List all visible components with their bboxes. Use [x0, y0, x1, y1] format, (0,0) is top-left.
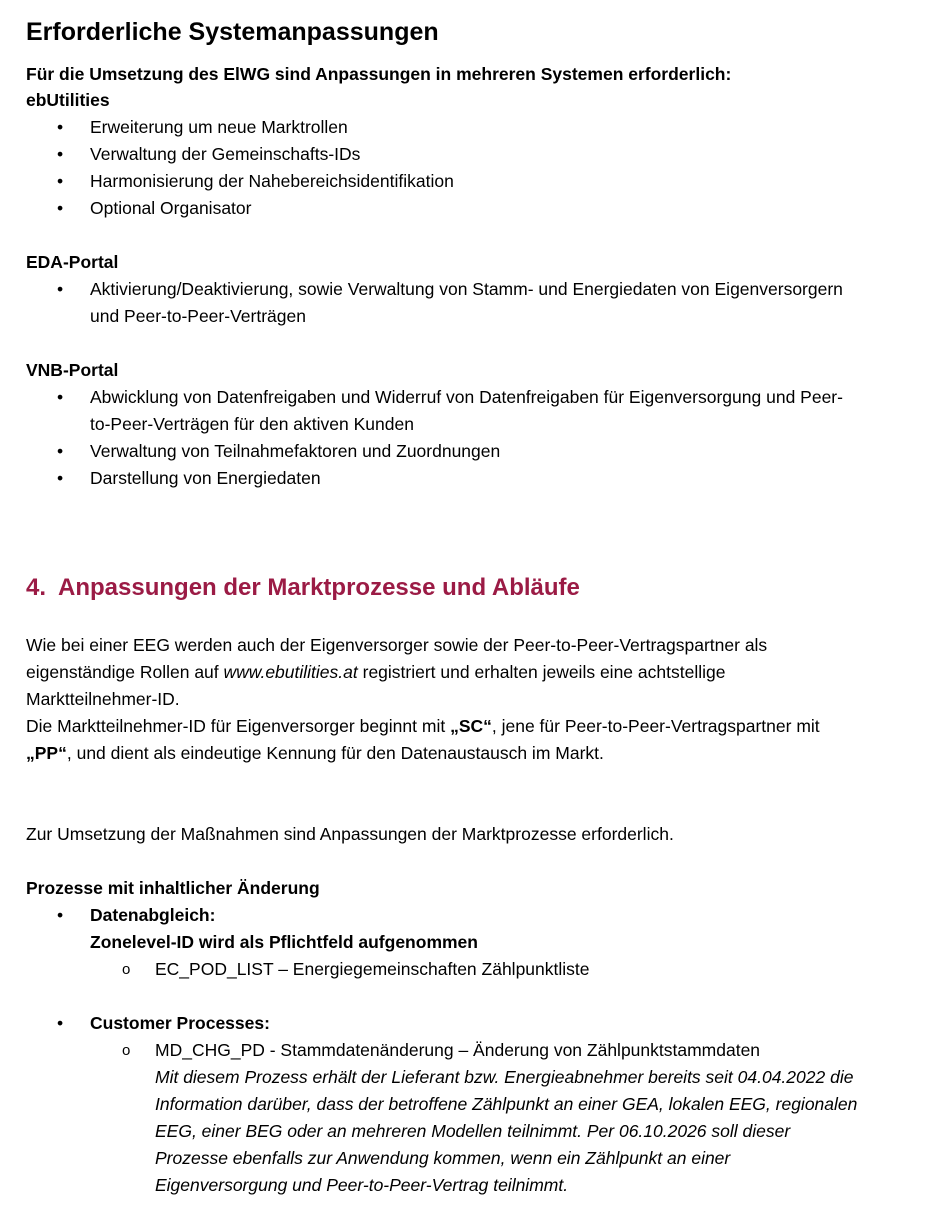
paragraph-text: , jene für Peer-to-Peer-Vertragspartner mit: [491, 716, 820, 736]
ebutilities-link[interactable]: www.ebutilities.at: [223, 662, 358, 682]
datenabgleich-label: Datenabgleich:: [90, 905, 216, 925]
paragraph-line: Wie bei einer EEG werden auch der Eigenversorger sowie der Peer-to-Peer-Vertragspartner als: [26, 635, 768, 655]
paragraph-text: Die Marktteilnehmer-ID für Eigenversorger beginnt mit: [26, 716, 451, 736]
bullet-marker: [57, 438, 63, 465]
paragraph-text: registriert und erhalten jeweils eine achtstellige: [357, 662, 726, 682]
eda-item-line: und Peer-to-Peer-Verträgen: [90, 306, 306, 326]
customer-processes-sub: MD_CHG_PD - Stammdatenänderung – Änderung von Zählpunktstammdaten: [155, 1040, 761, 1060]
chapter-number: 4.: [26, 574, 47, 601]
description-line: Information darüber, dass der betroffene Zählpunkt an einer GEA, lokalen EEG, regionalen: [155, 1094, 858, 1114]
paragraph-line: [26, 713, 820, 740]
bullet-marker: [57, 465, 63, 492]
pp-code: „PP“: [26, 743, 67, 763]
eda-heading: EDA-Portal: [26, 252, 119, 272]
description-line: EEG, einer BEG oder an mehreren Modellen teilnimmt. Per 06.10.2026 soll dieser: [155, 1121, 791, 1141]
ebutilities-item: Verwaltung der Gemeinschafts-IDs: [90, 144, 361, 164]
ebutilities-heading: ebUtilities: [26, 90, 110, 110]
vnb-item-line: to-Peer-Verträgen für den aktiven Kunden: [90, 414, 414, 434]
paragraph-text: eigenständige Rollen auf: [26, 662, 224, 682]
paragraph-line: Marktteilnehmer-ID.: [26, 689, 180, 709]
bullet-marker: [57, 276, 63, 303]
processes-heading: Prozesse mit inhaltlicher Änderung: [26, 878, 320, 898]
paragraph-line: [26, 740, 604, 767]
chapter-heading: [26, 574, 580, 602]
description-line: Eigenversorgung und Peer-to-Peer-Vertrag teilnimmt.: [155, 1175, 569, 1195]
ebutilities-item: Optional Organisator: [90, 198, 252, 218]
datenabgleich-sub: EC_POD_LIST – Energiegemeinschaften Zählpunktliste: [155, 959, 590, 979]
bullet-marker: [57, 195, 63, 222]
vnb-item: Verwaltung von Teilnahmefaktoren und Zuordnungen: [90, 441, 501, 461]
intro-text: Für die Umsetzung des ElWG sind Anpassungen in mehreren Systemen erforderlich:: [26, 64, 732, 84]
vnb-item-line: Abwicklung von Datenfreigaben und Widerruf von Datenfreigaben für Eigenversorgung und Peer-: [90, 387, 843, 407]
paragraph-text: , und dient als eindeutige Kennung für den Datenaustausch im Markt.: [66, 743, 604, 763]
vnb-item: Darstellung von Energiedaten: [90, 468, 321, 488]
sub-bullet-marker: o: [122, 961, 131, 978]
bullet-marker: [57, 384, 63, 411]
bullet-marker: [57, 141, 63, 168]
description-line: Prozesse ebenfalls zur Anwendung kommen, wenn ein Zählpunkt an einer: [155, 1148, 731, 1168]
paragraph-line: [26, 659, 725, 686]
bullet-marker: [57, 1010, 63, 1037]
eda-item-line: Aktivierung/Deaktivierung, sowie Verwaltung von Stamm- und Energiedaten von Eigenversorgern: [90, 279, 843, 299]
bullet-marker: [57, 114, 63, 141]
sc-code: „SC“: [450, 716, 492, 736]
description-line: Mit diesem Prozess erhält der Lieferant bzw. Energieabnehmer bereits seit 04.04.2022 die: [155, 1067, 854, 1087]
sub-bullet-marker: o: [122, 1042, 131, 1059]
datenabgleich-note: Zonelevel-ID wird als Pflichtfeld aufgenommen: [90, 932, 478, 952]
ebutilities-item: Harmonisierung der Nahebereichsidentifikation: [90, 171, 454, 191]
vnb-heading: VNB-Portal: [26, 360, 119, 380]
chapter-title: Anpassungen der Marktprozesse und Abläufe: [58, 574, 580, 601]
section-title: Erforderliche Systemanpassungen: [26, 18, 439, 46]
ebutilities-item: Erweiterung um neue Marktrollen: [90, 117, 348, 137]
paragraph-line: Zur Umsetzung der Maßnahmen sind Anpassungen der Marktprozesse erforderlich.: [26, 824, 674, 844]
bullet-marker: [57, 902, 63, 929]
customer-processes-label: Customer Processes:: [90, 1013, 270, 1033]
bullet-marker: [57, 168, 63, 195]
